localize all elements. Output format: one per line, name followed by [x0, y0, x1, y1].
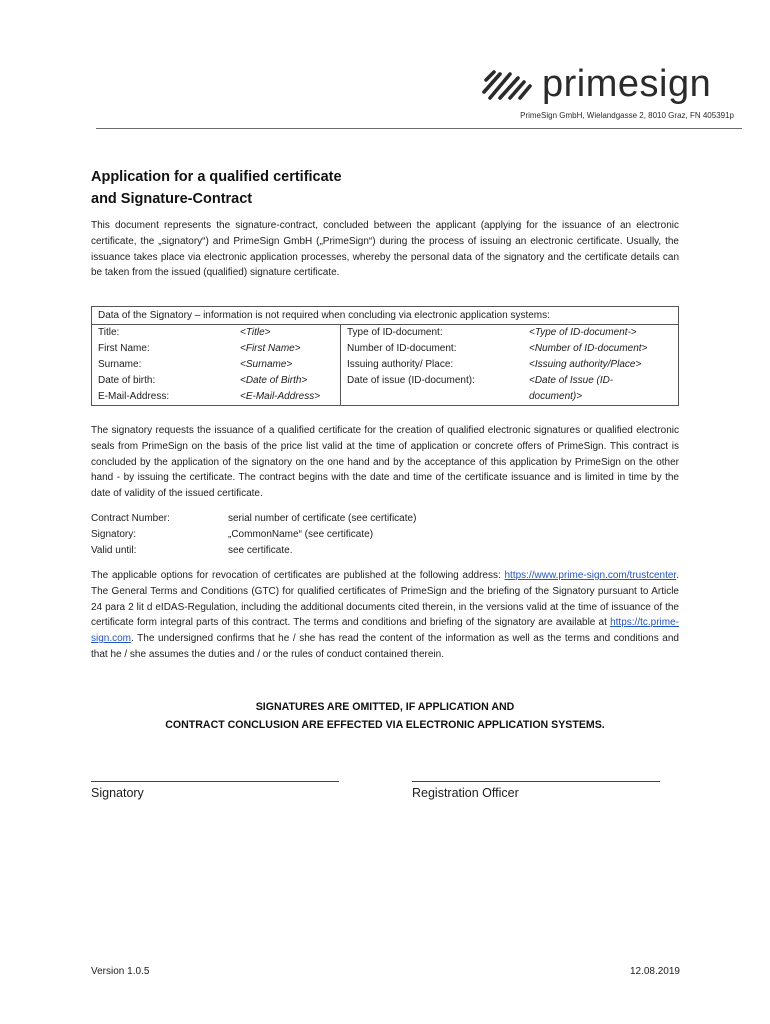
- contract-terms-paragraph: The signatory requests the issuance of a qualified certificate for the creation of qualified electronic signatures or qualified electronic seals from PrimeSign on the basis of the price list valid at the time of application or concrete offers of PrimeSign. This contract is concluded by the application of the signatory on the one hand and by the acceptance of this application by PrimeSign on the other hand - by issuing the certificate. The contract begins with the date and time of the certificate issuance and is limited in time by the date of validity of the issued certificate.: [91, 425, 679, 500]
- document-title: [91, 166, 679, 210]
- field-placeholder: <Date of Issue (ID-: [523, 373, 679, 389]
- footer-date: 12.08.2019: [629, 966, 680, 977]
- contract-info-label: Valid until:: [91, 544, 137, 556]
- contract-info-value: „CommonName“ (see certificate): [228, 528, 374, 540]
- field-placeholder: <Type of ID-document->: [523, 325, 679, 342]
- field-placeholder: <Surname>: [234, 357, 341, 373]
- signatory-label: Signatory: [91, 786, 144, 800]
- contract-info-row: [91, 511, 679, 527]
- company-address: PrimeSign GmbH, Wielandgasse 2, 8010 Graz, FN 405391p: [520, 111, 734, 120]
- table-row: [92, 373, 679, 389]
- notice-line-1: SIGNATURES ARE OMITTED, IF APPLICATION AND: [255, 701, 515, 713]
- revocation-section: [91, 568, 679, 663]
- contract-paragraph: [91, 423, 679, 502]
- contract-info-value: serial number of certificate (see certificate): [228, 513, 417, 524]
- terms-link[interactable]: https://tc.prime-sign.com: [91, 617, 679, 645]
- field-label: Surname:: [92, 357, 235, 373]
- contract-info: [91, 511, 679, 558]
- field-placeholder: <Title>: [234, 325, 341, 342]
- title-line-1: Application for a qualified certificate: [91, 169, 342, 185]
- primesign-mark-icon: [480, 64, 536, 104]
- contract-info-row: [91, 527, 679, 543]
- field-label: Type of ID-document:: [347, 327, 443, 338]
- brand-name: primesign: [542, 63, 712, 105]
- field-label: Number of ID-document:: [347, 343, 457, 354]
- field-label: [341, 389, 524, 406]
- table-row: [92, 325, 679, 342]
- table-header: Data of the Signatory – information is not required when concluding via electronic application systems:: [92, 307, 679, 325]
- signatory-data-table: [91, 306, 679, 406]
- title-line-2: and Signature-Contract: [91, 191, 253, 207]
- intro-paragraph: This document represents the signature-contract, concluded between the applicant (applying for the issuance of an electronic certificate, the „signatory“) and PrimeSign GmbH („PrimeSign“) during the process of issuing an electronic certificate. Usually, the issuance takes place via electronic application processes, whereby the personal data of the signatory and the certificate details can be taken from the issued (qualified) signature certificate.: [91, 220, 679, 279]
- field-label: Title:: [92, 325, 235, 342]
- field-placeholder: document)>: [523, 389, 679, 406]
- primesign-logo: [480, 62, 711, 106]
- footer-version: Version 1.0.5: [91, 966, 150, 977]
- field-label: E-Mail-Address:: [92, 389, 235, 406]
- field-placeholder: <E-Mail-Address>: [234, 389, 341, 406]
- contract-info-value: see certificate.: [228, 544, 293, 556]
- field-placeholder: <Number of ID-document>: [523, 341, 679, 357]
- table-row: [92, 389, 679, 406]
- contract-info-row: [91, 543, 679, 559]
- field-placeholder: <Issuing authority/Place>: [523, 357, 679, 373]
- contract-info-label: Contract Number:: [91, 513, 170, 524]
- paragraph-text: . The undersigned confirms that he / she has read the content of the information as well as the terms and conditions and that he / she assumes the duties and / or the rules of conduct contained therein.: [91, 633, 679, 660]
- paragraph-text: The applicable options for revocation of certificates are published at the following address:: [91, 570, 505, 581]
- table-row: [92, 357, 679, 373]
- signatory-signature-line: [91, 781, 339, 782]
- field-label: Issuing authority/ Place:: [347, 359, 454, 370]
- notice-line-2: CONTRACT CONCLUSION ARE EFFECTED VIA ELECTRONIC APPLICATION SYSTEMS.: [165, 719, 605, 731]
- trustcenter-link[interactable]: https://www.prime-sign.com/trustcenter: [504, 570, 677, 581]
- field-placeholder: <Date of Birth>: [234, 373, 341, 389]
- contract-info-label: Signatory:: [91, 528, 137, 540]
- field-placeholder: <First Name>: [234, 341, 341, 357]
- intro-section: [91, 218, 679, 281]
- paragraph-text: . The General Terms and Conditions (GTC) for qualified certificates of PrimeSign and the briefing of the Signatory pursuant to Article 24 para 2 lit d eIDAS-Regulation, including the additional documents cited therein, in the versions valid at the time of issuance of the certificate form integral parts of this contract. The terms and conditions and briefing of the signatory are available at: [91, 570, 679, 629]
- field-label: Date of issue (ID-document):: [347, 375, 475, 386]
- registration-officer-label: Registration Officer: [412, 786, 519, 800]
- header-divider: [96, 128, 742, 129]
- registration-officer-signature-line: [412, 781, 660, 782]
- table-row: [92, 341, 679, 357]
- field-label: Date of birth:: [92, 373, 235, 389]
- field-label: First Name:: [92, 341, 235, 357]
- signature-notice: [91, 698, 679, 734]
- revocation-paragraph: [91, 568, 679, 663]
